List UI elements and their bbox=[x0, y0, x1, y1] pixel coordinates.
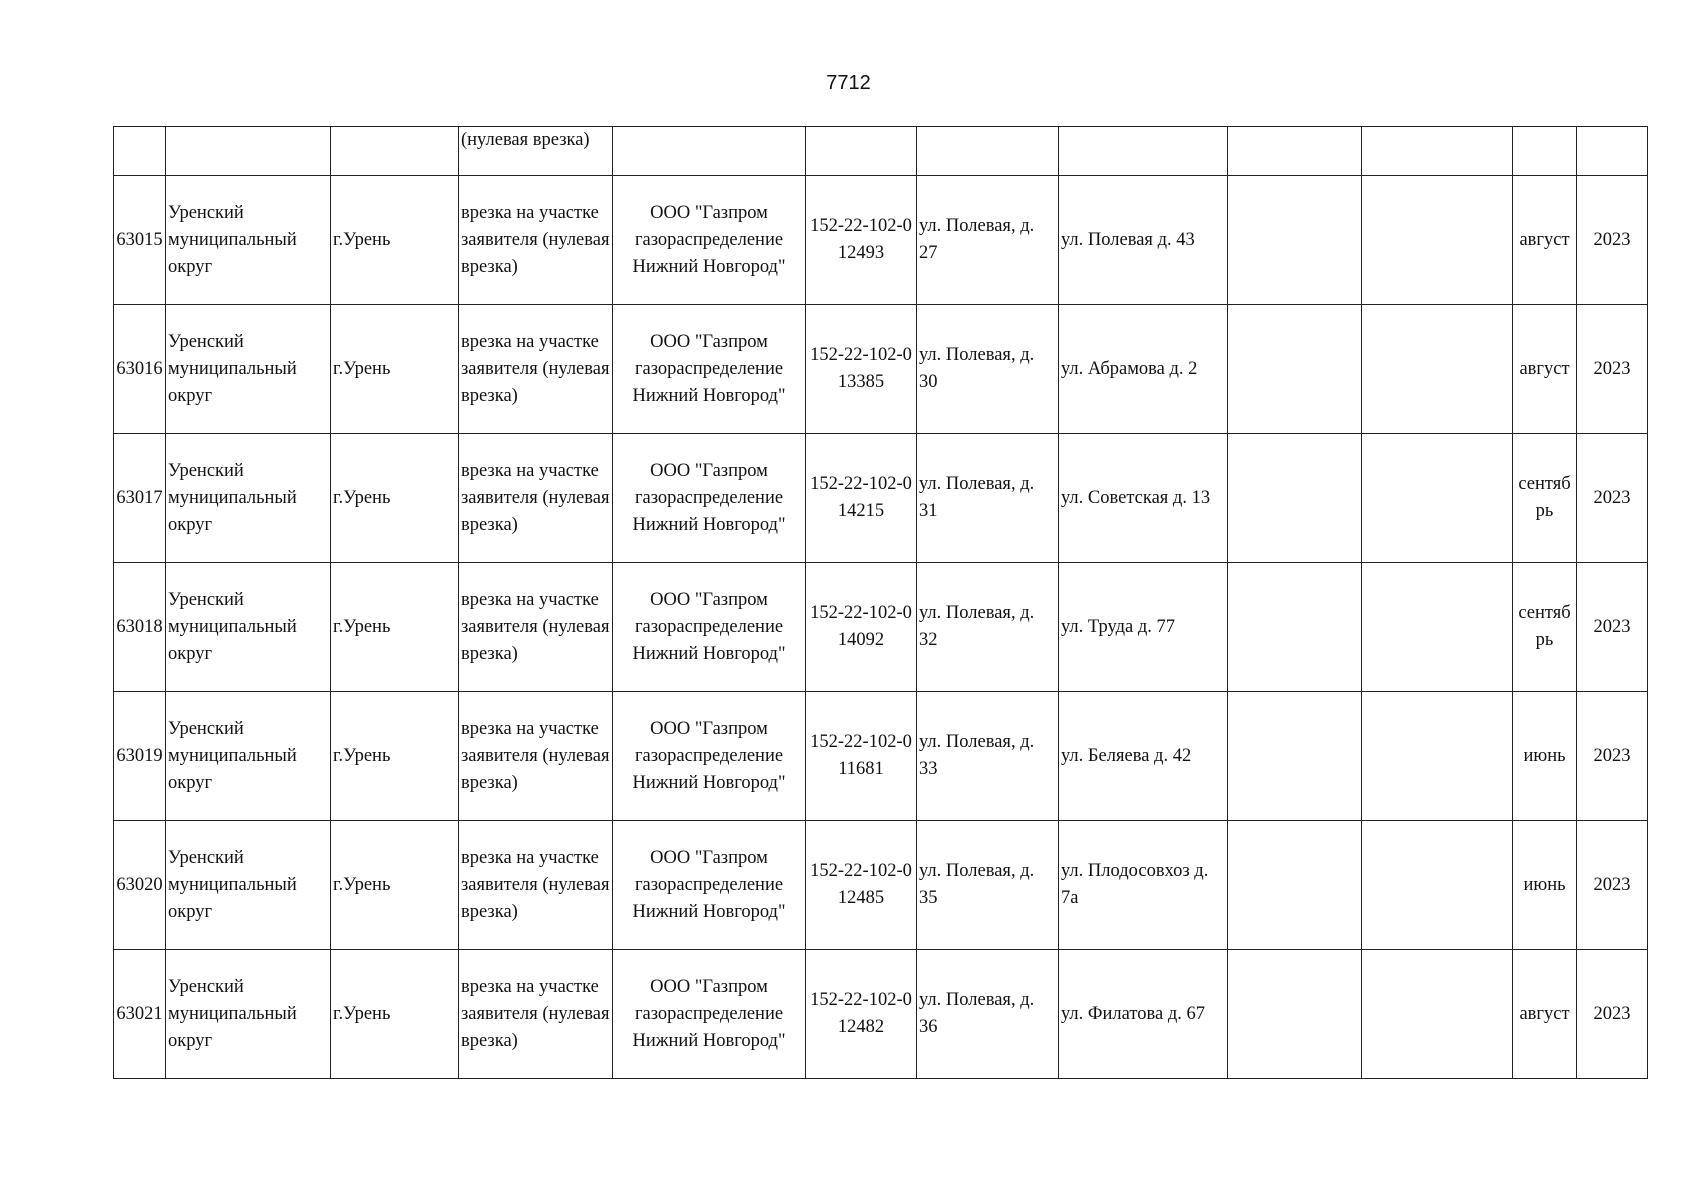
cell-city: г.Урень bbox=[331, 563, 459, 692]
cell-col10 bbox=[1362, 821, 1513, 950]
cell-address: ул. Труда д. 77 bbox=[1059, 563, 1228, 692]
cell-num: 63018 bbox=[114, 563, 166, 692]
cell-month: сентябрь bbox=[1513, 563, 1577, 692]
cell-city: г.Урень bbox=[331, 821, 459, 950]
cell-year: 2023 bbox=[1577, 434, 1648, 563]
continuation-row bbox=[114, 127, 1648, 176]
cell-address: ул. Полевая д. 43 bbox=[1059, 176, 1228, 305]
cell-address bbox=[1059, 127, 1228, 176]
cell-code: 152-22-102-012493 bbox=[806, 176, 917, 305]
cell-org: ООО "Газпром газораспределение Нижний Новгород" bbox=[613, 563, 806, 692]
cell-month: август bbox=[1513, 176, 1577, 305]
cell-org: ООО "Газпром газораспределение Нижний Новгород" bbox=[613, 692, 806, 821]
table-row bbox=[114, 434, 1648, 563]
cell-type: (нулевая врезка) bbox=[459, 127, 613, 176]
cell-code: 152-22-102-011681 bbox=[806, 692, 917, 821]
cell-object-address: ул. Полевая, д. 31 bbox=[917, 434, 1059, 563]
cell-district bbox=[166, 127, 331, 176]
cell-org bbox=[613, 127, 806, 176]
cell-address: ул. Филатова д. 67 bbox=[1059, 950, 1228, 1079]
cell-col10 bbox=[1362, 563, 1513, 692]
cell-month: сентябрь bbox=[1513, 434, 1577, 563]
cell-type: врезка на участке заявителя (нулевая врезка) bbox=[459, 950, 613, 1079]
cell-district: Уренский муниципальный округ bbox=[166, 692, 331, 821]
cell-col9 bbox=[1228, 563, 1362, 692]
cell-city: г.Урень bbox=[331, 176, 459, 305]
table-row bbox=[114, 692, 1648, 821]
cell-object-address: ул. Полевая, д. 33 bbox=[917, 692, 1059, 821]
table-row bbox=[114, 821, 1648, 950]
table-row bbox=[114, 563, 1648, 692]
cell-city: г.Урень bbox=[331, 305, 459, 434]
cell-code: 152-22-102-012482 bbox=[806, 950, 917, 1079]
cell-type: врезка на участке заявителя (нулевая врезка) bbox=[459, 821, 613, 950]
cell-month: июнь bbox=[1513, 821, 1577, 950]
cell-month: август bbox=[1513, 950, 1577, 1079]
cell-col10 bbox=[1362, 305, 1513, 434]
page-number: 7712 bbox=[826, 72, 871, 94]
cell-address: ул. Абрамова д. 2 bbox=[1059, 305, 1228, 434]
cell-col9 bbox=[1228, 821, 1362, 950]
cell-col10 bbox=[1362, 950, 1513, 1079]
cell-city: г.Урень bbox=[331, 950, 459, 1079]
cell-city: г.Урень bbox=[331, 692, 459, 821]
cell-month: август bbox=[1513, 305, 1577, 434]
cell-col9 bbox=[1228, 434, 1362, 563]
cell-org: ООО "Газпром газораспределение Нижний Новгород" bbox=[613, 821, 806, 950]
cell-object-address: ул. Полевая, д. 27 bbox=[917, 176, 1059, 305]
cell-address: ул. Советская д. 13 bbox=[1059, 434, 1228, 563]
cell-type: врезка на участке заявителя (нулевая врезка) bbox=[459, 692, 613, 821]
cell-district: Уренский муниципальный округ bbox=[166, 563, 331, 692]
cell-object-address: ул. Полевая, д. 36 bbox=[917, 950, 1059, 1079]
cell-code: 152-22-102-014092 bbox=[806, 563, 917, 692]
cell-object-address: ул. Полевая, д. 35 bbox=[917, 821, 1059, 950]
cell-type: врезка на участке заявителя (нулевая врезка) bbox=[459, 563, 613, 692]
cell-month: июнь bbox=[1513, 692, 1577, 821]
cell-org: ООО "Газпром газораспределение Нижний Новгород" bbox=[613, 434, 806, 563]
cell-district: Уренский муниципальный округ bbox=[166, 821, 331, 950]
cell-col9 bbox=[1228, 176, 1362, 305]
gas-connection-table bbox=[113, 126, 1648, 1079]
cell-col10 bbox=[1362, 127, 1513, 176]
cell-col10 bbox=[1362, 692, 1513, 821]
cell-year: 2023 bbox=[1577, 176, 1648, 305]
cell-num bbox=[114, 127, 166, 176]
table-row bbox=[114, 305, 1648, 434]
cell-address: ул. Беляева д. 42 bbox=[1059, 692, 1228, 821]
cell-object-address bbox=[917, 127, 1059, 176]
cell-code: 152-22-102-012485 bbox=[806, 821, 917, 950]
cell-type: врезка на участке заявителя (нулевая врезка) bbox=[459, 176, 613, 305]
cell-code: 152-22-102-013385 bbox=[806, 305, 917, 434]
cell-district: Уренский муниципальный округ bbox=[166, 305, 331, 434]
table-row bbox=[114, 950, 1648, 1079]
cell-code bbox=[806, 127, 917, 176]
cell-month bbox=[1513, 127, 1577, 176]
table-row bbox=[114, 176, 1648, 305]
cell-num: 63017 bbox=[114, 434, 166, 563]
cell-col10 bbox=[1362, 434, 1513, 563]
cell-type: врезка на участке заявителя (нулевая врезка) bbox=[459, 305, 613, 434]
cell-object-address: ул. Полевая, д. 30 bbox=[917, 305, 1059, 434]
cell-year: 2023 bbox=[1577, 305, 1648, 434]
cell-col9 bbox=[1228, 950, 1362, 1079]
cell-num: 63020 bbox=[114, 821, 166, 950]
cell-city bbox=[331, 127, 459, 176]
cell-type: врезка на участке заявителя (нулевая врезка) bbox=[459, 434, 613, 563]
cell-col9 bbox=[1228, 692, 1362, 821]
cell-district: Уренский муниципальный округ bbox=[166, 176, 331, 305]
cell-col9 bbox=[1228, 127, 1362, 176]
cell-col10 bbox=[1362, 176, 1513, 305]
cell-num: 63021 bbox=[114, 950, 166, 1079]
cell-district: Уренский муниципальный округ bbox=[166, 434, 331, 563]
cell-year: 2023 bbox=[1577, 821, 1648, 950]
cell-num: 63019 bbox=[114, 692, 166, 821]
cell-org: ООО "Газпром газораспределение Нижний Новгород" bbox=[613, 305, 806, 434]
cell-org: ООО "Газпром газораспределение Нижний Новгород" bbox=[613, 950, 806, 1079]
cell-address: ул. Плодосовхоз д. 7а bbox=[1059, 821, 1228, 950]
cell-org: ООО "Газпром газораспределение Нижний Новгород" bbox=[613, 176, 806, 305]
cell-code: 152-22-102-014215 bbox=[806, 434, 917, 563]
cell-district: Уренский муниципальный округ bbox=[166, 950, 331, 1079]
table-body bbox=[114, 127, 1648, 1079]
cell-object-address: ул. Полевая, д. 32 bbox=[917, 563, 1059, 692]
cell-year: 2023 bbox=[1577, 563, 1648, 692]
cell-year: 2023 bbox=[1577, 950, 1648, 1079]
cell-col9 bbox=[1228, 305, 1362, 434]
cell-num: 63015 bbox=[114, 176, 166, 305]
cell-year: 2023 bbox=[1577, 692, 1648, 821]
cell-year bbox=[1577, 127, 1648, 176]
cell-num: 63016 bbox=[114, 305, 166, 434]
cell-city: г.Урень bbox=[331, 434, 459, 563]
